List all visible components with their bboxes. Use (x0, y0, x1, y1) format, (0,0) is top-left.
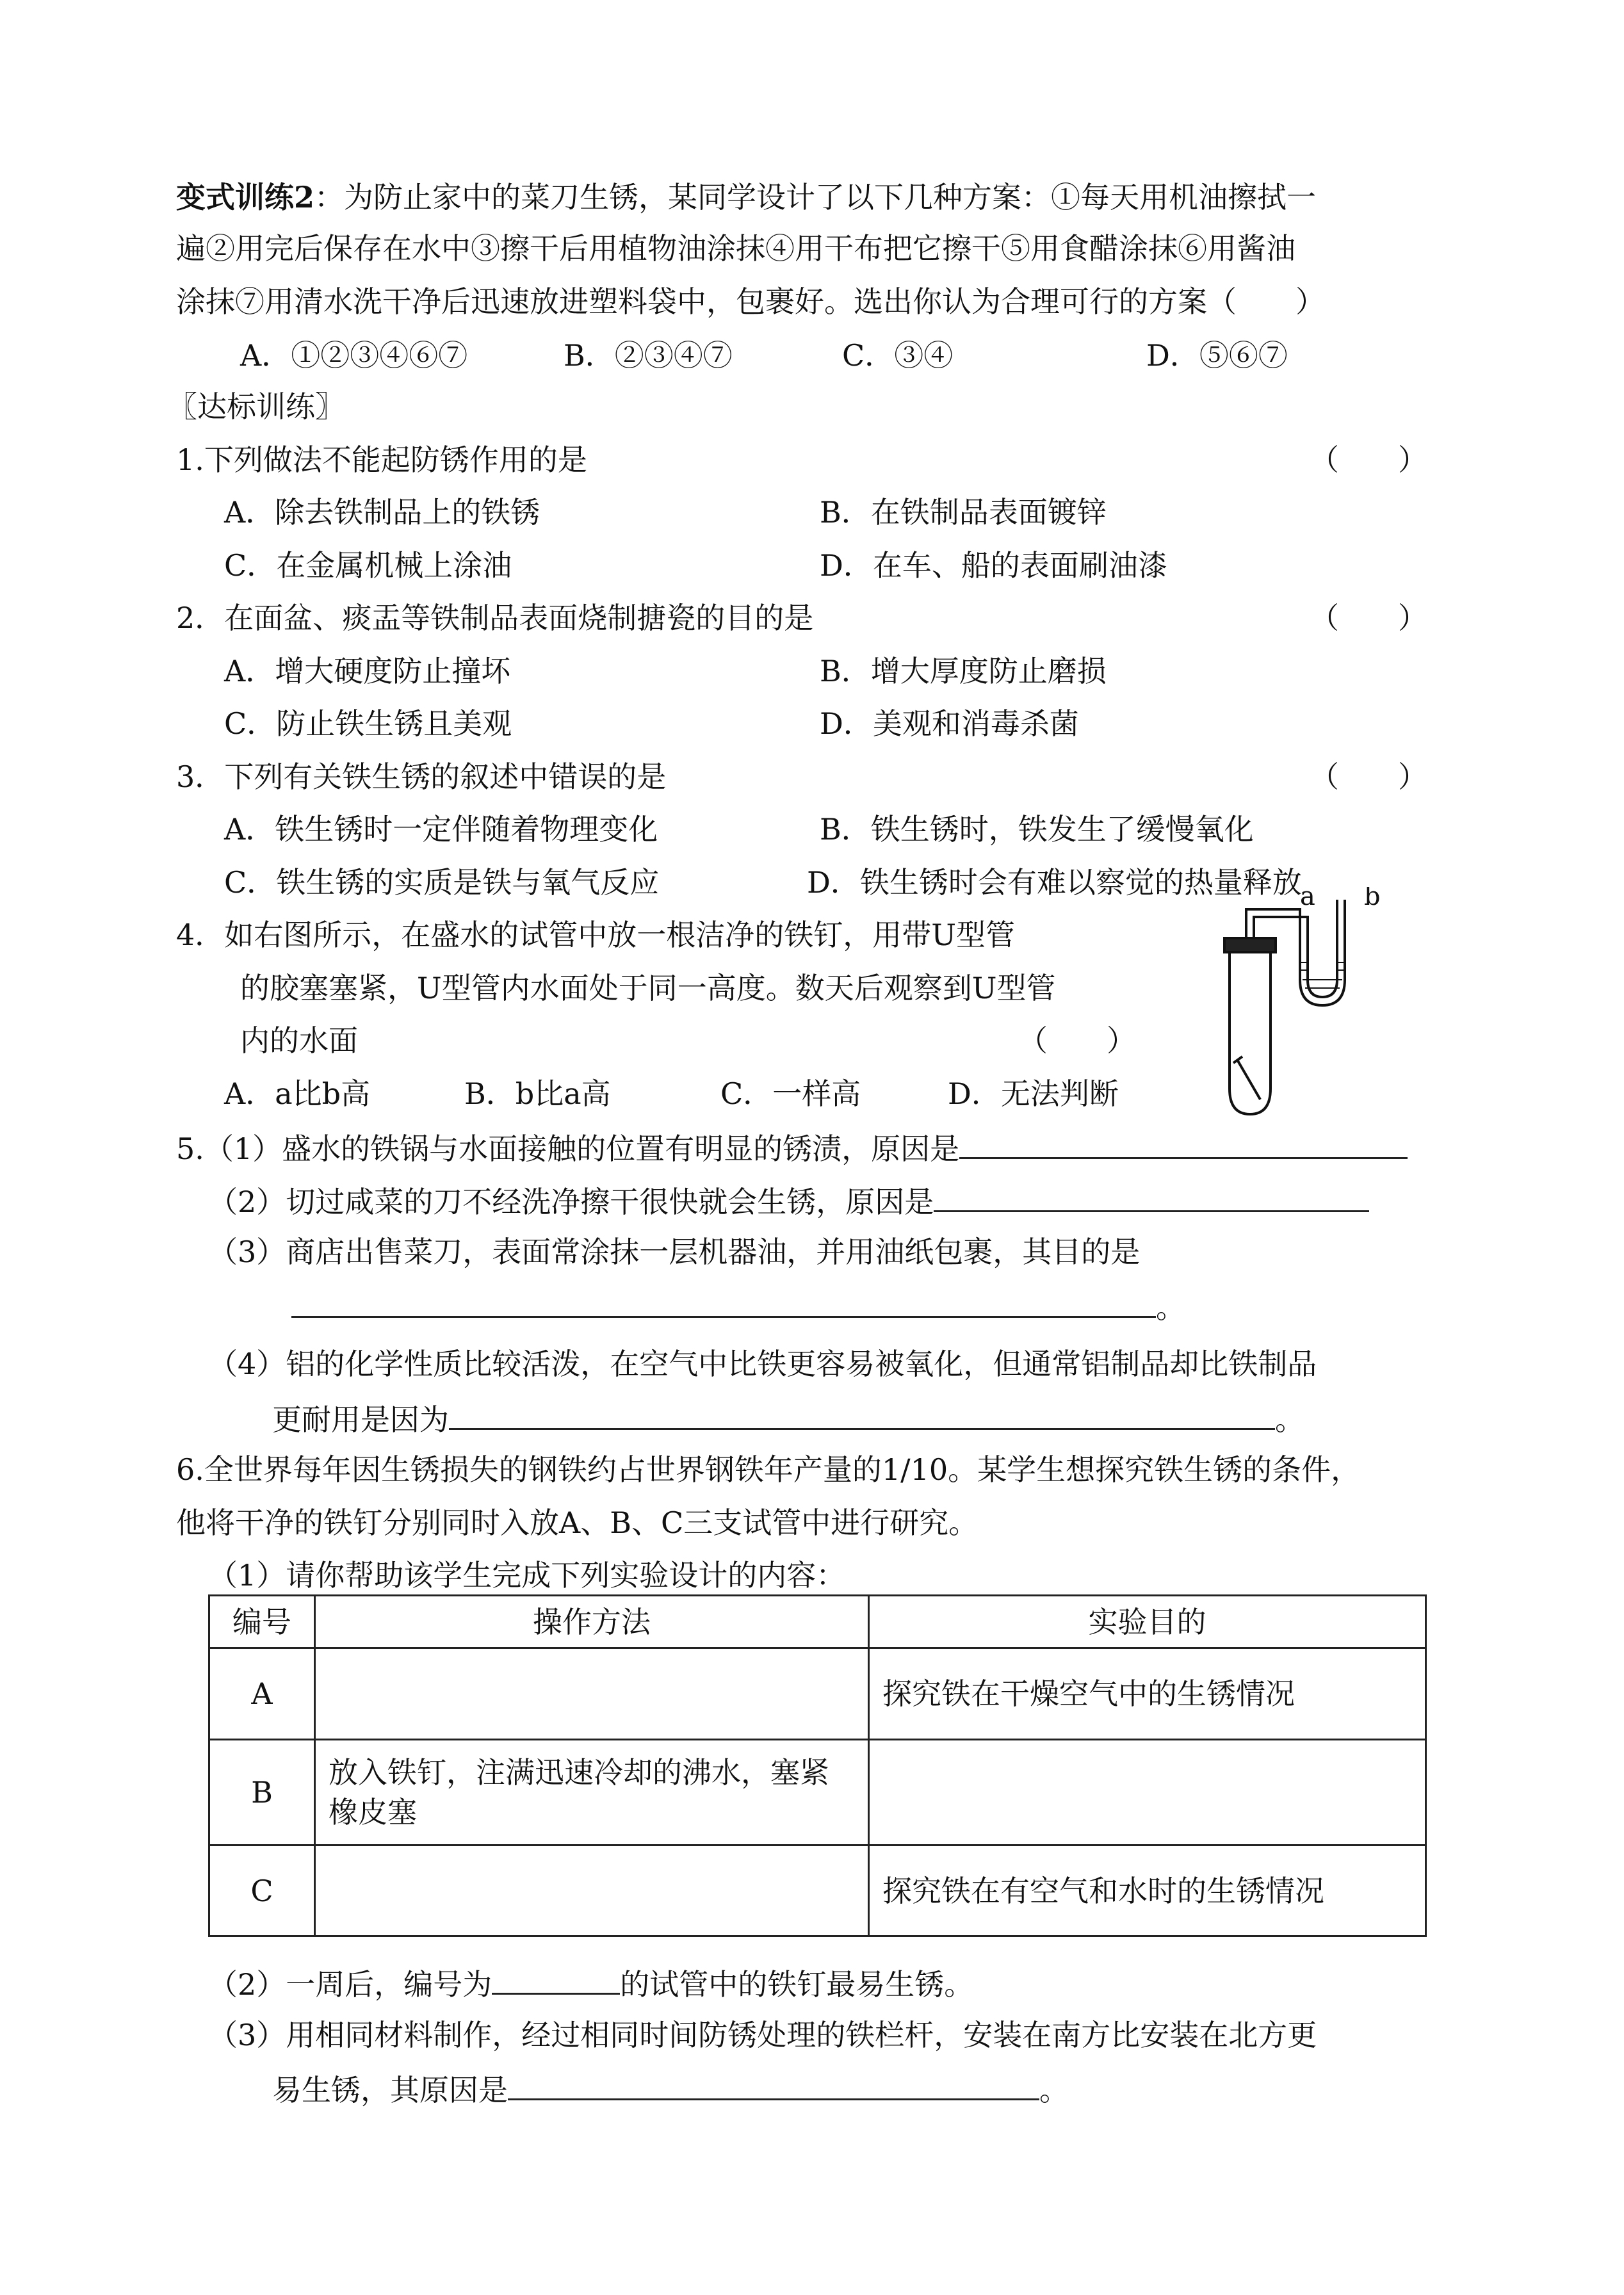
section-title: 〖达标训练〗 (168, 389, 345, 424)
iron-nail (1237, 1060, 1260, 1099)
q4-answer-paren: （ ） (1018, 1023, 1136, 1058)
q6-line-1: 6.全世界每年因生锈损失的钢铁约占世界钢铁年产量的1/10。某学生想探究铁生锈的条件， (176, 1452, 1361, 1487)
row-purpose-cell: 探究铁在有空气和水时的生锈情况 (869, 1845, 1426, 1936)
q6-sub2-blank[interactable] (492, 1967, 620, 1995)
q5-part1-blank[interactable] (959, 1131, 1408, 1159)
header-method: 操作方法 (315, 1596, 869, 1648)
q2-option-b: B．增大厚度防止磨损 (820, 654, 1107, 688)
row-purpose-cell[interactable] (869, 1740, 1426, 1845)
q2-option-d: D．美观和消毒杀菌 (820, 706, 1079, 741)
row-id: B (209, 1740, 315, 1845)
header-id: 编号 (209, 1596, 315, 1648)
table-row (209, 1648, 1426, 1740)
q5-part4-line-1: （4）铝的化学性质比较活泼，在空气中比铁更容易被氧化，但通常铝制品却比铁制品 (208, 1347, 1317, 1381)
variant-line1-text: ：为防止家中的菜刀生锈，某同学设计了以下几种方案：①每天用机油擦拭一 (314, 180, 1317, 215)
test-tube-outline (1230, 948, 1271, 1114)
variant-option-a: A．①②③④⑥⑦ (240, 338, 468, 373)
q3-option-c: C．铁生锈的实质是铁与氧气反应 (224, 865, 660, 900)
label-a: a (1300, 887, 1315, 911)
label-b: b (1364, 887, 1381, 911)
q6-sub3-line-1: （3）用相同材料制作，经过相同时间防锈处理的铁栏杆，安装在南方比安装在北方更 (208, 2018, 1317, 2052)
q2-stem: 2．在面盆、痰盂等铁制品表面烧制搪瓷的目的是 (176, 601, 814, 635)
row-purpose-cell: 探究铁在干燥空气中的生锈情况 (869, 1648, 1426, 1740)
q3-answer-paren: （ ） (1310, 759, 1427, 794)
q2-option-a: A．增大硬度防止撞坏 (224, 654, 511, 688)
q6-sub2: （2）一周后，编号为 的试管中的铁钉最易生锈。 (208, 1967, 974, 2002)
q1-option-c: C．在金属机械上涂油 (224, 548, 512, 583)
test-tube-u-tube-figure (1204, 887, 1402, 1124)
variant-option-b: B．②③④⑦ (564, 338, 733, 373)
q5-part3: （3）商店出售菜刀，表面常涂抹一层机器油，并用油纸包裹，其目的是 (208, 1235, 1141, 1269)
row-method-cell[interactable] (315, 1648, 869, 1740)
variant-option-d: D．⑤⑥⑦ (1146, 338, 1288, 373)
rubber-stopper (1224, 938, 1276, 952)
q2-option-c: C．防止铁生锈且美观 (224, 706, 512, 741)
q5-part3-answer-line: 。 (291, 1290, 1185, 1322)
q4-line-2: 的胶塞塞紧，U型管内水面处于同一高度。数天后观察到U型管 (240, 971, 1056, 1005)
q6-sub3-line-2: 易生锈，其原因是 。 (272, 2073, 1069, 2107)
q5-part4-blank[interactable] (449, 1402, 1275, 1430)
q1-stem: 1.下列做法不能起防锈作用的是 (176, 442, 587, 477)
q1-option-d: D．在车、船的表面刷油漆 (820, 548, 1167, 583)
q4-option-c: C．一样高 (720, 1076, 861, 1111)
row-id: C (209, 1845, 315, 1936)
q4-option-b: B．b比a高 (464, 1076, 611, 1111)
q6-line-2: 他将干净的铁钉分别同时入放A、B、C三支试管中进行研究。 (176, 1505, 978, 1540)
q4-line-1: 4．如右图所示，在盛水的试管中放一根洁净的铁钉，用带U型管 (176, 918, 1016, 952)
q1-option-a: A．除去铁制品上的铁锈 (224, 495, 540, 530)
q6-sub3-blank[interactable] (508, 2073, 1039, 2100)
q5-part4-line-2: 更耐用是因为 。 (272, 1402, 1304, 1437)
variant-line-3: 涂抹⑦用清水洗干净后迅速放进塑料袋中，包裹好。选出你认为合理可行的方案（ ） (176, 284, 1325, 319)
q3-option-d: D．铁生锈时会有难以察觉的热量释放 (807, 865, 1302, 900)
table-row (209, 1740, 1426, 1845)
q5-part2-blank[interactable] (934, 1185, 1369, 1212)
q5-part2: （2）切过咸菜的刀不经洗净擦干很快就会生锈，原因是 (208, 1185, 1369, 1217)
table-header-row (209, 1596, 1426, 1648)
row-id: A (209, 1648, 315, 1740)
q3-option-b: B．铁生锈时，铁发生了缓慢氧化 (820, 812, 1254, 847)
q5-part1: 5.（1）盛水的铁锅与水面接触的位置有明显的锈渍，原因是 (176, 1131, 1408, 1164)
row-method-cell[interactable] (315, 1845, 869, 1936)
variant-label: 变式训练2 (176, 180, 315, 215)
q5-part3-blank[interactable] (291, 1290, 1156, 1318)
q2-answer-paren: （ ） (1310, 601, 1427, 635)
variant-line-2: 遍②用完后保存在水中③擦干后用植物油涂抹④用干布把它擦干⑤用食醋涂抹⑥用酱油 (176, 231, 1295, 266)
table-row (209, 1845, 1426, 1936)
experiment-table (208, 1594, 1427, 1937)
variant-option-c: C．③④ (842, 338, 954, 373)
q4-option-a: A．a比b高 (224, 1076, 371, 1111)
q1-answer-paren: （ ） (1310, 442, 1427, 477)
q4-option-d: D．无法判断 (948, 1076, 1119, 1111)
q1-option-b: B．在铁制品表面镀锌 (820, 495, 1107, 530)
q6-sub1: （1）请你帮助该学生完成下列实验设计的内容： (208, 1558, 846, 1593)
header-purpose: 实验目的 (869, 1596, 1426, 1648)
q3-stem: 3．下列有关铁生锈的叙述中错误的是 (176, 759, 667, 794)
q3-option-a: A．铁生锈时一定伴随着物理变化 (224, 812, 658, 847)
q4-line-3: 内的水面 (240, 1023, 358, 1058)
row-method-cell: 放入铁钉，注满迅速冷却的沸水，塞紧橡皮塞 (315, 1740, 869, 1845)
variant-line-1 (176, 180, 1317, 215)
